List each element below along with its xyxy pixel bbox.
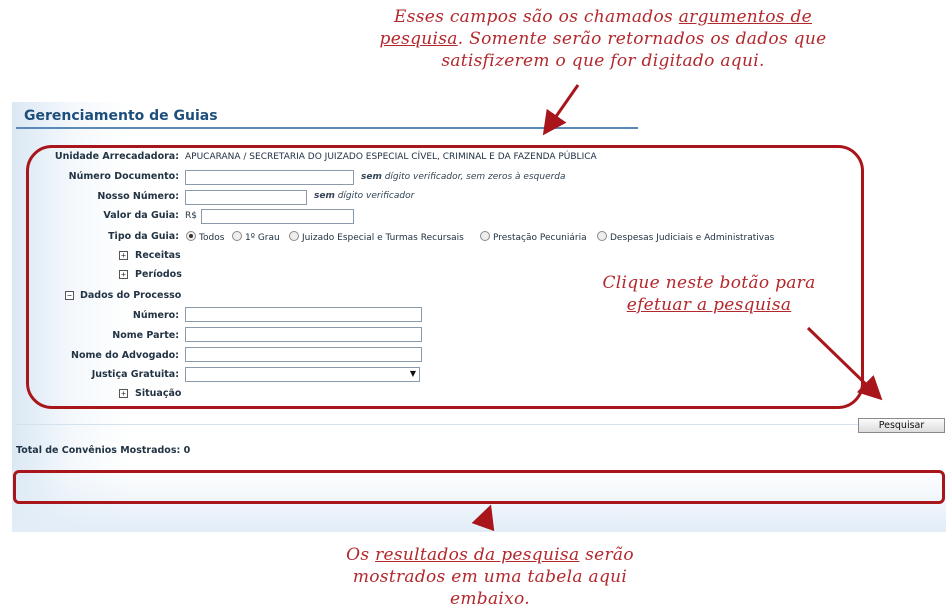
justica-gratuita-label: Justiça Gratuita: — [91, 369, 179, 380]
arrow-to-search-button — [808, 328, 876, 394]
nosso-numero-label: Nosso Número: — [97, 191, 179, 202]
total-convenios-label: Total de Convênios Mostrados: 0 — [16, 445, 191, 456]
arrow-to-arguments — [548, 85, 578, 128]
annotation-arguments: Esses campos são os chamados argumentos de pesquisa. Somente serão retornados os dados que satisfizerem o que for digitado aqui. — [379, 7, 827, 71]
tipo-guia-label: Tipo da Guia: — [108, 231, 179, 242]
numero-documento-hint: sem dígito verificador, sem zeros à esquerda — [361, 172, 566, 182]
page-title: Gerenciamento de Guias — [24, 108, 218, 124]
annotation-search-button: Clique neste botão para efetuar a pesquisa — [602, 273, 816, 315]
nosso-numero-hint: sem dígito verificador — [314, 191, 415, 201]
valor-guia-label: Valor da Guia: — [103, 210, 179, 221]
situacao-expand-icon[interactable]: + — [119, 389, 128, 398]
nome-parte-label: Nome Parte: — [112, 330, 179, 341]
situacao-section[interactable]: Situação — [135, 388, 182, 399]
receitas-expand-icon[interactable]: + — [119, 251, 128, 260]
chevron-down-icon[interactable]: ▼ — [409, 369, 416, 378]
tipo-option-juizado[interactable]: Juizado Especial e Turmas Recursais — [289, 231, 464, 243]
periodos-section[interactable]: Períodos — [135, 269, 182, 280]
dados-processo-section[interactable]: Dados do Processo — [80, 290, 182, 301]
search-button[interactable]: Pesquisar — [858, 418, 945, 433]
tipo-option-despesas[interactable]: Despesas Judiciais e Administrativas — [597, 231, 774, 243]
arrow-to-results — [483, 513, 488, 527]
numero-label: Número: — [132, 310, 179, 321]
tipo-option-todos[interactable]: Todos — [186, 231, 224, 243]
nome-advogado-label: Nome do Advogado: — [71, 350, 179, 361]
receitas-section[interactable]: Receitas — [135, 250, 181, 261]
tipo-option-1-grau[interactable]: 1º Grau — [232, 231, 280, 243]
tipo-option-prestacao[interactable]: Prestação Pecuniária — [480, 231, 587, 243]
numero-documento-label: Número Documento: — [68, 171, 179, 182]
periodos-expand-icon[interactable]: + — [119, 270, 128, 279]
unidade-label: Unidade Arrecadadora: — [54, 151, 179, 162]
unidade-value: APUCARANA / SECRETARIA DO JUIZADO ESPECIAL CÍVEL, CRIMINAL E DA FAZENDA PÚBLICA — [185, 152, 597, 162]
valor-currency: R$ — [185, 211, 197, 221]
dados-processo-collapse-icon[interactable]: − — [65, 291, 74, 300]
annotation-results: Os resultados da pesquisa serão mostrados em uma tabela aqui embaixo. — [346, 545, 634, 609]
